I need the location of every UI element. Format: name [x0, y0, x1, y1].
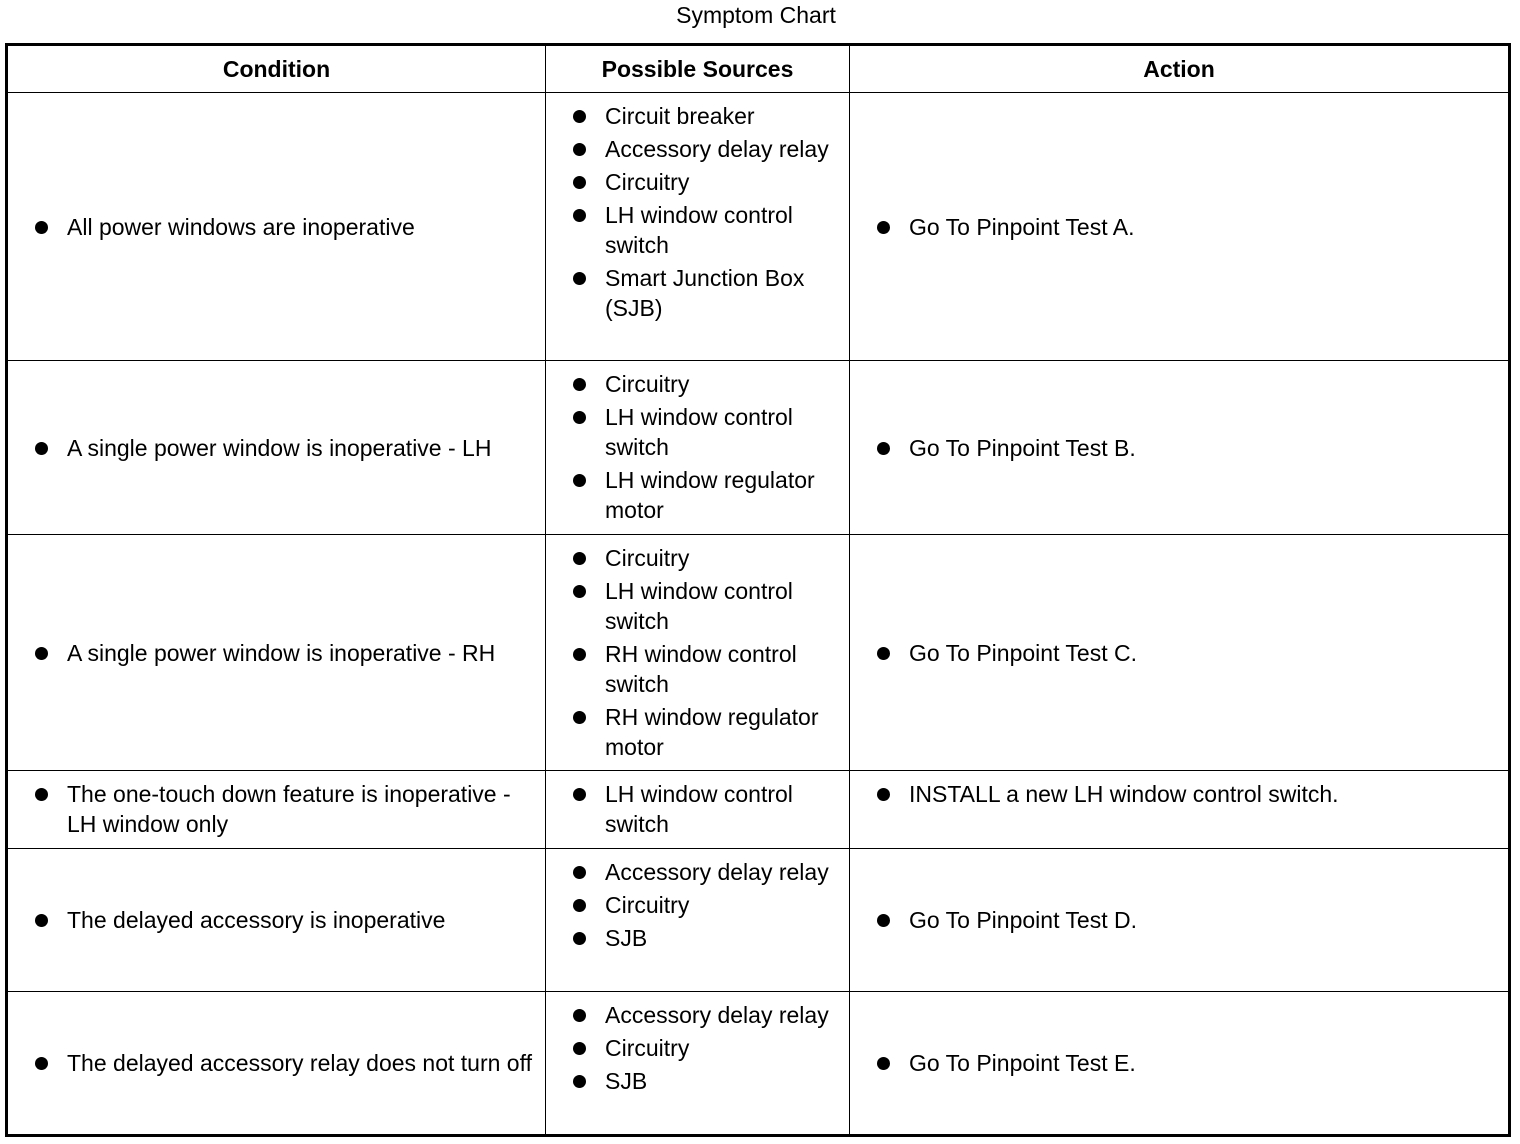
condition-text: All power windows are inoperative: [8, 212, 545, 242]
source-item: Circuitry: [546, 167, 849, 197]
table-row: [7, 849, 1510, 992]
source-item: LH window control switch: [546, 779, 849, 839]
source-item: RH window control switch: [546, 639, 849, 699]
action-cell: [850, 93, 1510, 361]
action-text: Go To Pinpoint Test E.: [850, 1048, 1508, 1078]
action-text: INSTALL a new LH window control switch.: [850, 779, 1508, 809]
table-row: [7, 93, 1510, 361]
sources-cell: [546, 535, 850, 771]
condition-cell: [7, 771, 546, 849]
source-item: Smart Junction Box (SJB): [546, 263, 849, 323]
action-cell: [850, 361, 1510, 535]
condition-cell: [7, 361, 546, 535]
sources-cell: [546, 361, 850, 535]
condition-text: A single power window is inoperative - RH: [8, 638, 545, 668]
source-item: LH window control switch: [546, 402, 849, 462]
symptom-chart-table: [5, 43, 1511, 1137]
condition-cell: [7, 849, 546, 992]
table-row: [7, 771, 1510, 849]
table-row: [7, 361, 1510, 535]
condition-text: The one-touch down feature is inoperative - LH window only: [8, 779, 545, 839]
chart-title: Symptom Chart: [676, 2, 836, 28]
source-item: LH window regulator motor: [546, 465, 849, 525]
action-text: Go To Pinpoint Test C.: [850, 638, 1508, 668]
condition-cell: [7, 535, 546, 771]
source-item: SJB: [546, 1066, 849, 1096]
source-item: LH window control switch: [546, 200, 849, 260]
source-item: Circuitry: [546, 543, 849, 573]
header-action: Action: [850, 45, 1510, 93]
action-cell: [850, 992, 1510, 1136]
sources-cell: [546, 771, 850, 849]
source-item: Circuitry: [546, 369, 849, 399]
header-possible-sources: Possible Sources: [546, 45, 850, 93]
source-item: Circuitry: [546, 1033, 849, 1063]
condition-text: A single power window is inoperative - LH: [8, 433, 545, 463]
source-item: LH window control switch: [546, 576, 849, 636]
action-cell: [850, 771, 1510, 849]
action-cell: [850, 535, 1510, 771]
sources-cell: [546, 992, 850, 1136]
source-item: Accessory delay relay: [546, 134, 849, 164]
action-text: Go To Pinpoint Test B.: [850, 433, 1508, 463]
action-cell: [850, 849, 1510, 992]
source-item: SJB: [546, 923, 849, 953]
condition-text: The delayed accessory relay does not turn off: [8, 1048, 545, 1078]
table-row: [7, 992, 1510, 1136]
source-item: Circuit breaker: [546, 101, 849, 131]
condition-text: The delayed accessory is inoperative: [8, 905, 545, 935]
sources-cell: [546, 849, 850, 992]
sources-cell: [546, 93, 850, 361]
condition-cell: [7, 992, 546, 1136]
table-row: [7, 535, 1510, 771]
source-item: Accessory delay relay: [546, 1000, 849, 1030]
header-condition: Condition: [7, 45, 546, 93]
action-text: Go To Pinpoint Test D.: [850, 905, 1508, 935]
source-item: Circuitry: [546, 890, 849, 920]
table-header-row: [7, 45, 1510, 93]
action-text: Go To Pinpoint Test A.: [850, 212, 1508, 242]
source-item: Accessory delay relay: [546, 857, 849, 887]
source-item: RH window regulator motor: [546, 702, 849, 762]
condition-cell: [7, 93, 546, 361]
